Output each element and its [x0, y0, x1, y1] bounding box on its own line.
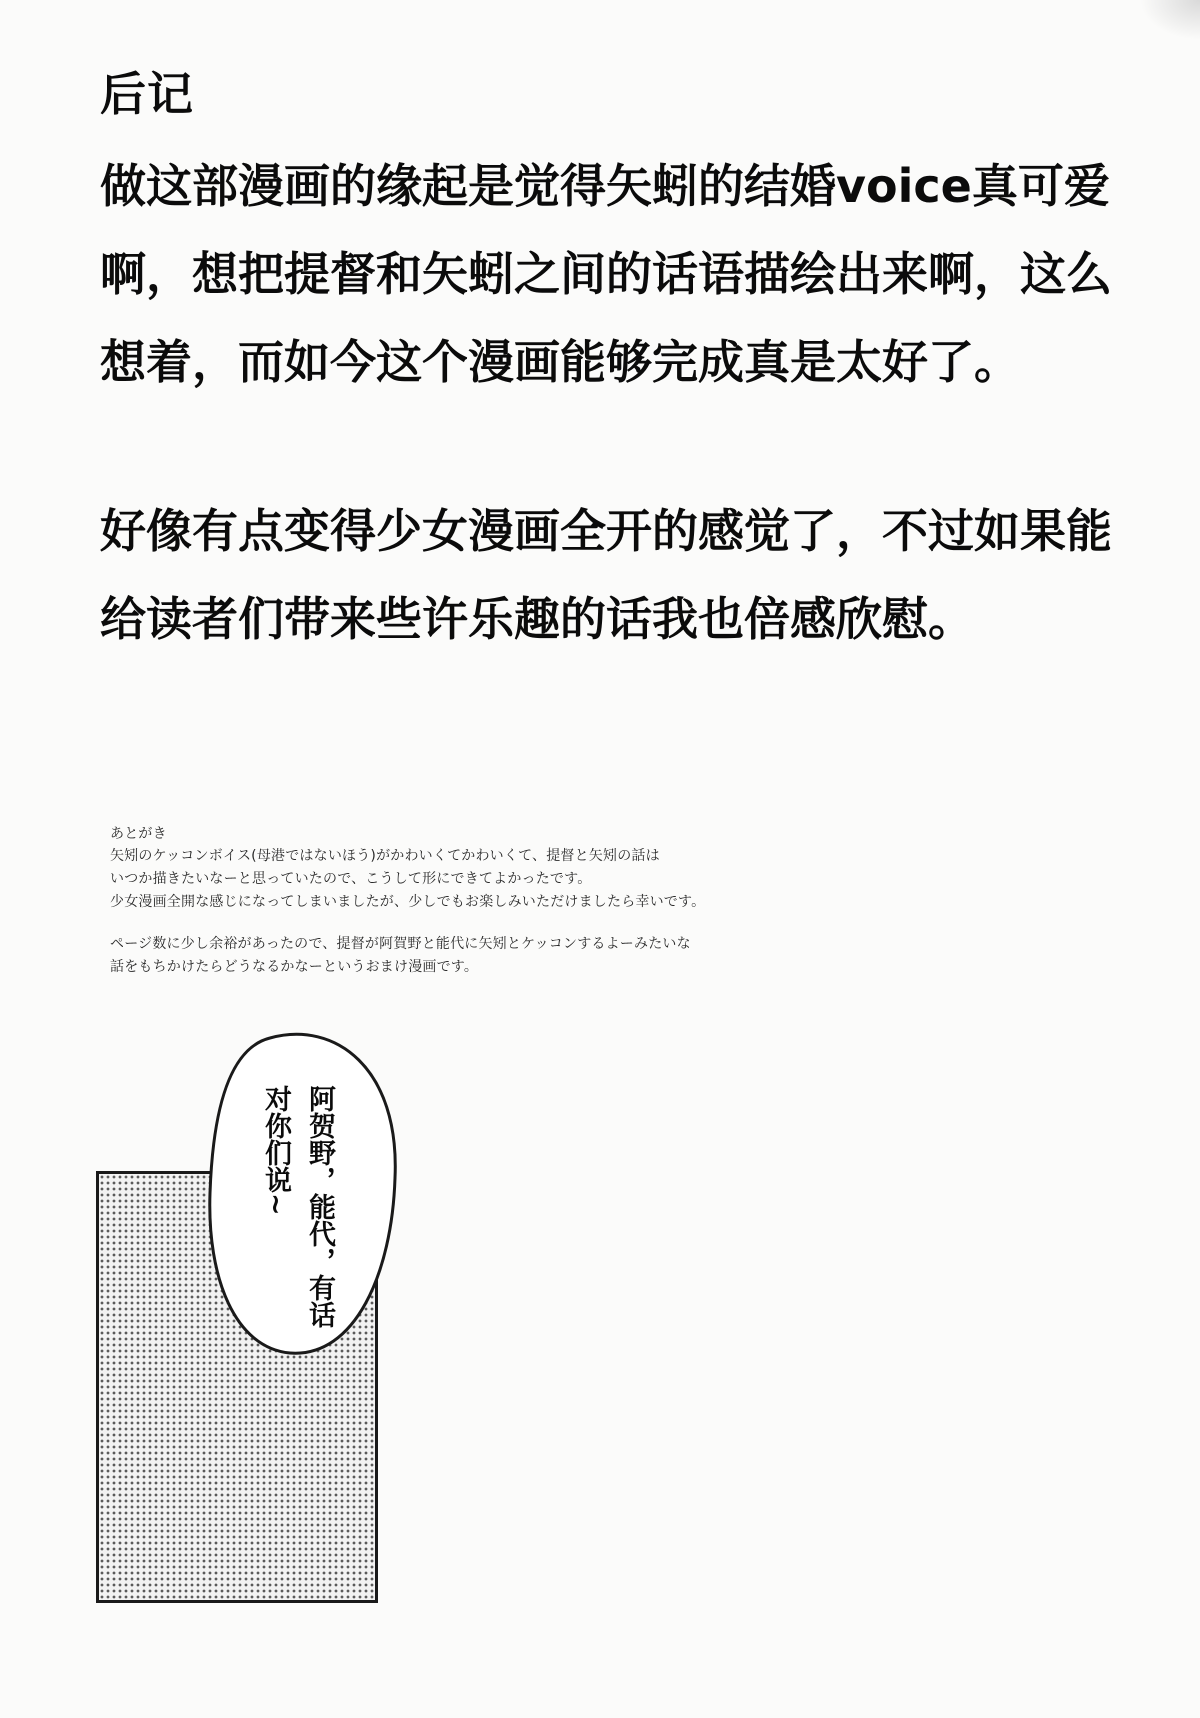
paper-corner-shadow: [1140, 0, 1200, 40]
afterword-title: 后记: [100, 67, 194, 121]
speech-bubble-text-column-1: 阿贺野，能代，有话: [304, 1085, 335, 1328]
afterword-line: 啊，想把提督和矢蚓之间的话语描绘出来啊，这么: [100, 247, 1112, 301]
afterword-line: 想着，而如今这个漫画能够完成真是太好了。: [100, 335, 1020, 389]
japanese-afterword-title: あとがき: [110, 826, 167, 842]
japanese-line: 話をもちかけたらどうなるかなーというおまけ漫画です。: [110, 959, 479, 975]
afterword-line: 给读者们带来些许乐趣的话我也倍感欣慰。: [100, 592, 974, 646]
japanese-line: 矢矧のケッコンボイス(母港ではないほう)がかわいくてかわいくて、提督と矢矧の話は: [110, 848, 660, 864]
speech-bubble-text-column-2: 对你们说~: [260, 1085, 291, 1216]
afterword-line: 做这部漫画的缘起是觉得矢蚓的结婚voice真可爱: [100, 159, 1110, 213]
japanese-line: いつか描きたいなーと思っていたので、こうして形にできてよかったです。: [110, 871, 592, 887]
japanese-line: 少女漫画全開な感じになってしまいましたが、少しでもお楽しみいただけましたら幸いです。: [110, 894, 706, 910]
japanese-line: ページ数に少し余裕があったので、提督が阿賀野と能代に矢矧とケッコンするよーみたいな: [110, 936, 691, 952]
afterword-line: 好像有点变得少女漫画全开的感觉了，不过如果能: [100, 504, 1112, 558]
